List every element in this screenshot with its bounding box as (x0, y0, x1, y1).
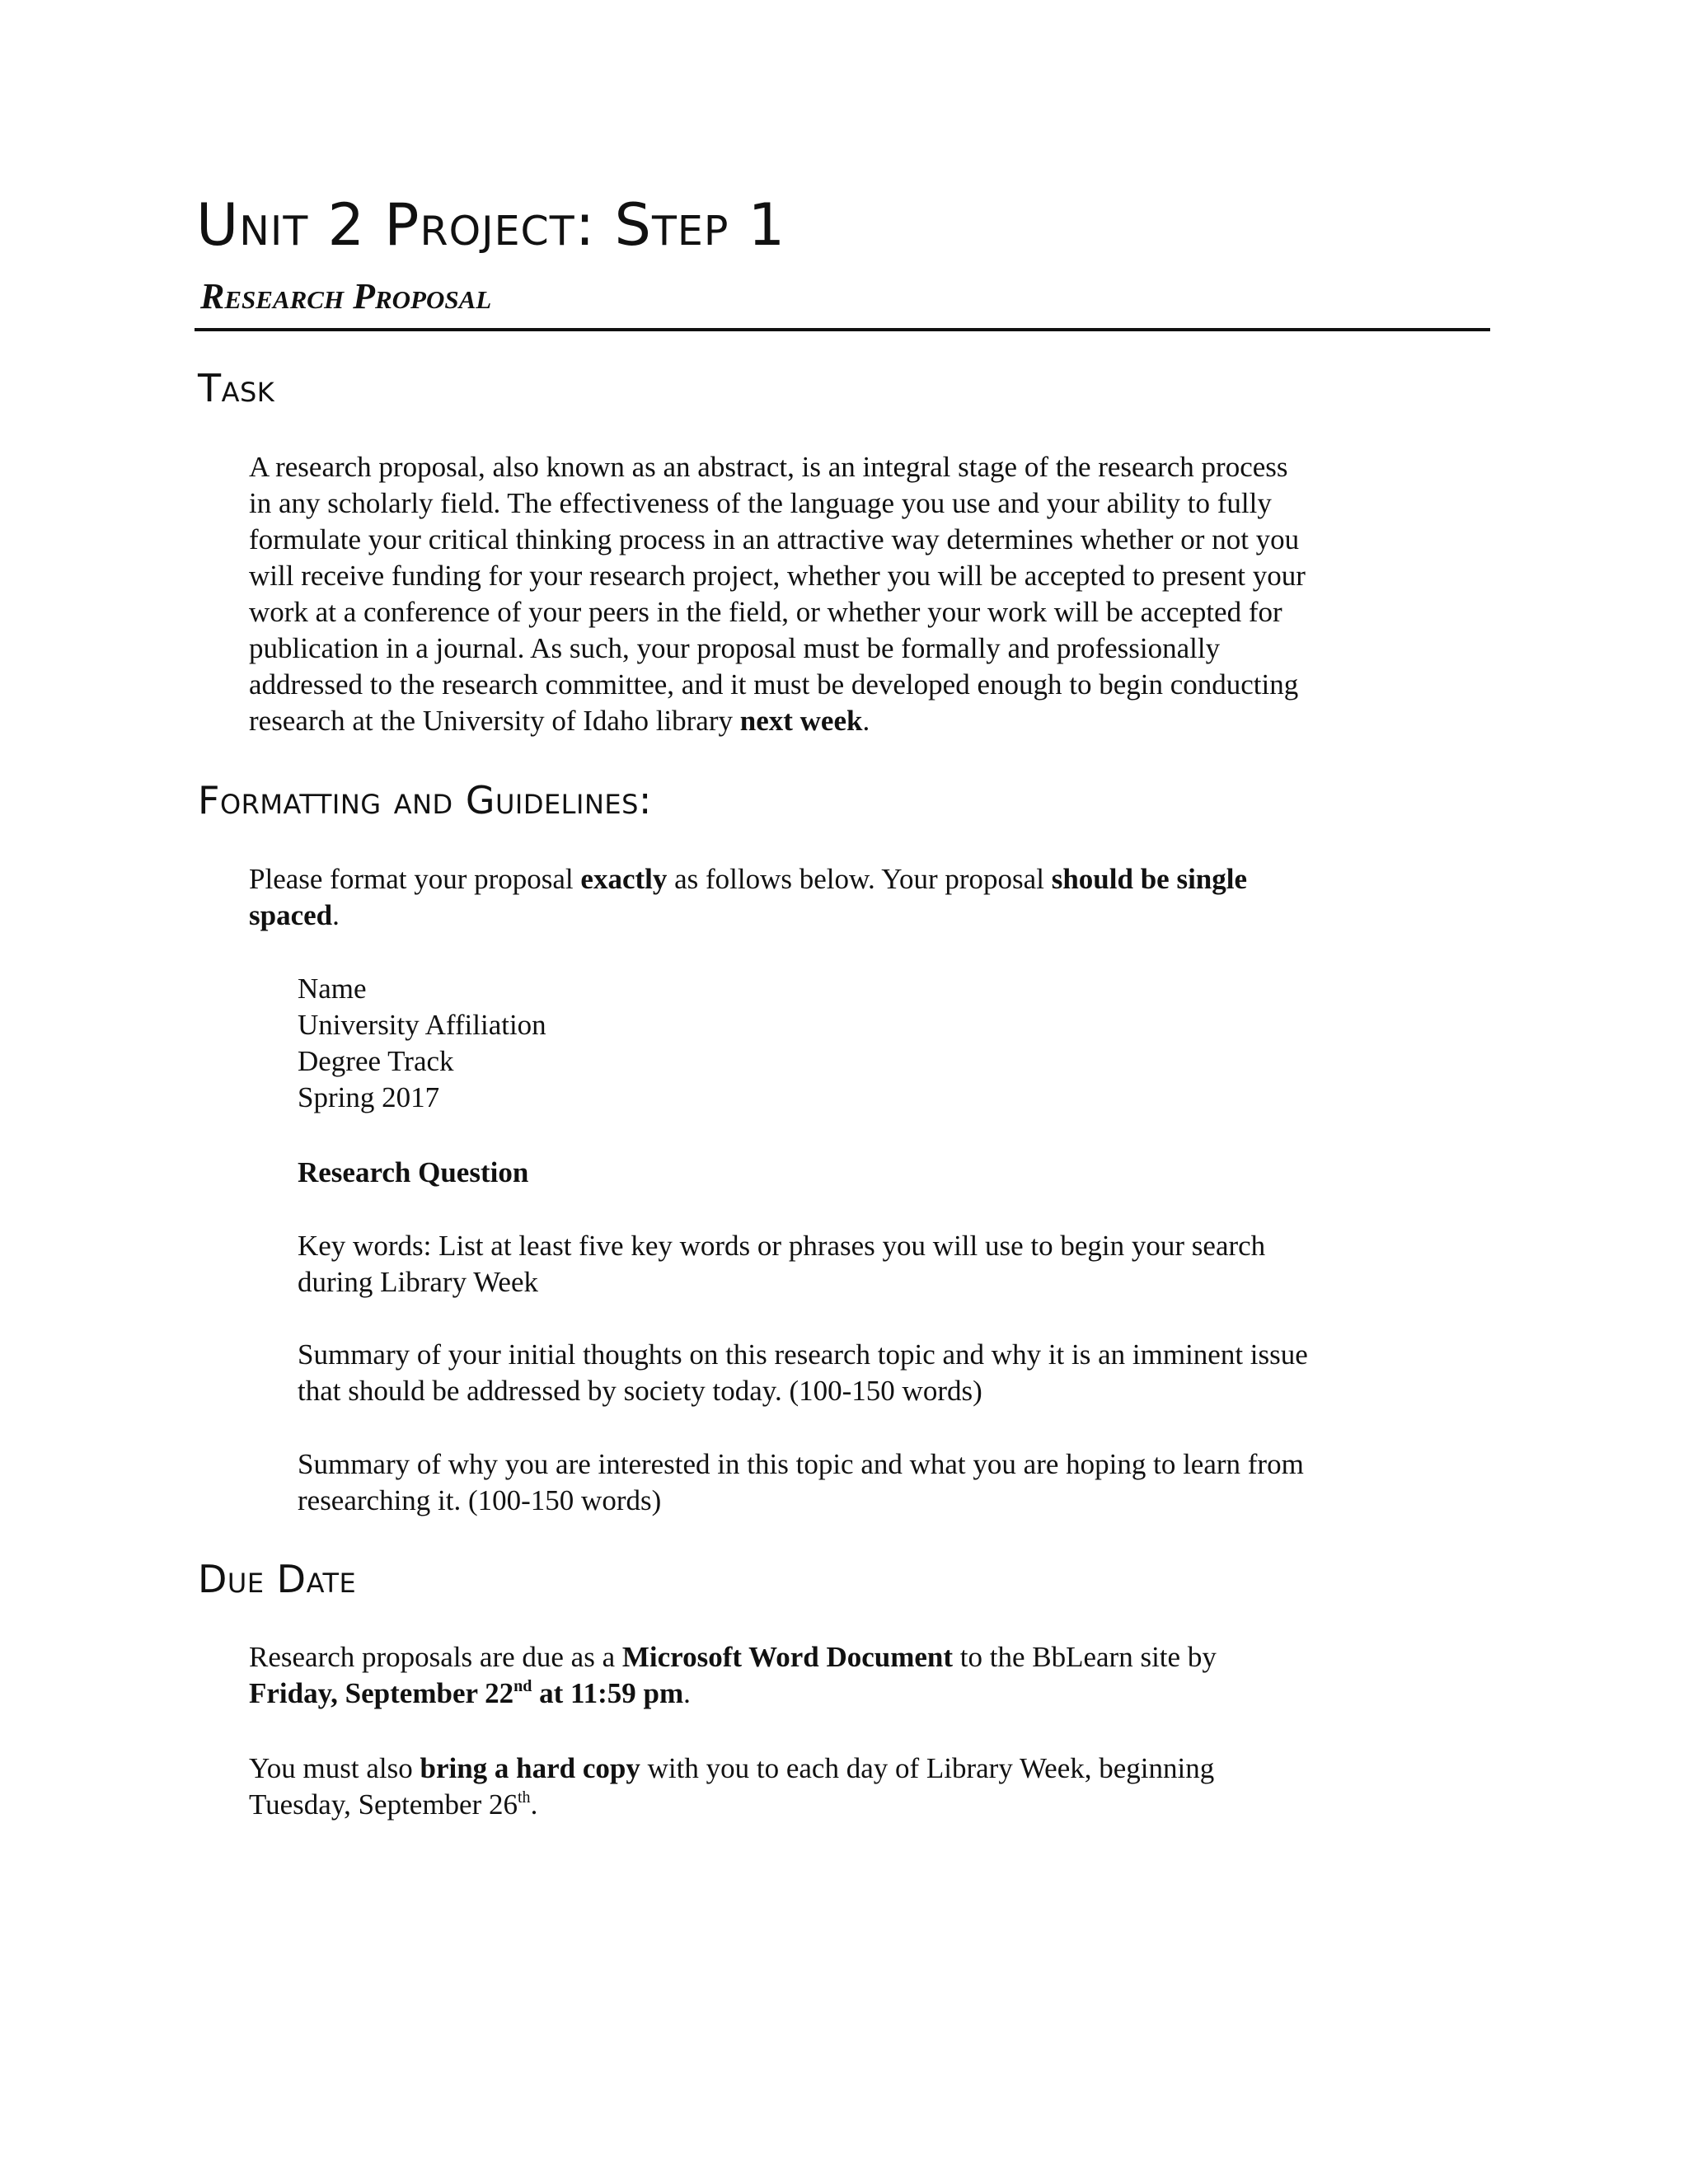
intro-text: . (332, 899, 340, 931)
intro-text: as follows below. Your proposal (667, 863, 1052, 895)
intro-emphasis: exactly (580, 863, 668, 895)
formatting-intro-line (249, 861, 1247, 898)
key-words-line: during Library Week (298, 1266, 538, 1298)
task-heading: Task (198, 366, 275, 410)
due-date-paragraph (249, 1639, 1217, 1712)
formatting-intro-line (249, 898, 1247, 934)
due-emphasis: at 11:59 pm (532, 1677, 684, 1709)
formatting-intro (249, 861, 1247, 934)
task-line: work at a conference of your peers in the field, or whether your work will be accepted for (249, 596, 1282, 628)
key-words-line: Key words: List at least five key words or phrases you will use to begin your search (298, 1230, 1266, 1262)
task-text: research at the University of Idaho library (249, 705, 740, 737)
task-text: . (862, 705, 870, 737)
summary-topic-line: that should be addressed by society today. (100-150 words) (298, 1375, 982, 1407)
due-superscript: nd (513, 1677, 532, 1695)
due-emphasis: Friday, September 22 (249, 1677, 514, 1709)
hard-copy-text: You must also (249, 1752, 420, 1784)
research-question-label (298, 1155, 528, 1191)
due-date-line (249, 1675, 1217, 1712)
due-date-line (249, 1639, 1217, 1675)
field-affiliation: University Affiliation (298, 1009, 546, 1041)
summary-interest-item (298, 1446, 1304, 1519)
hard-copy-superscript: th (518, 1788, 531, 1807)
due-text: . (683, 1677, 691, 1709)
summary-interest-line: Summary of why you are interested in this topic and what you are hoping to learn from (298, 1448, 1304, 1480)
due-text: to the BbLearn site by (953, 1641, 1217, 1673)
formatting-heading: Formatting and Guidelines: (198, 778, 652, 823)
hard-copy-line (249, 1750, 1214, 1787)
document-title: Unit 2 Project: Step 1 (196, 191, 786, 259)
hard-copy-text: with you to each day of Library Week, beginning (640, 1752, 1215, 1784)
summary-topic-item (298, 1337, 1308, 1409)
task-line: A research proposal, also known as an abstract, is an integral stage of the research process (249, 451, 1288, 483)
field-degree-track: Degree Track (298, 1045, 454, 1077)
field-name: Name (298, 972, 367, 1005)
intro-text: Please format your proposal (249, 863, 581, 895)
task-line: in any scholarly field. The effectiveness of the language you use and your ability to fully (249, 487, 1272, 519)
task-line: formulate your critical thinking process in an attractive way determines whether or not you (249, 523, 1300, 555)
intro-emphasis: spaced (249, 899, 333, 931)
task-line: publication in a journal. As such, your proposal must be formally and professionally (249, 632, 1221, 664)
task-paragraph (249, 449, 1306, 739)
hard-copy-line (249, 1787, 1214, 1823)
document-subtitle: Research Proposal (200, 276, 492, 316)
hard-copy-text: . (530, 1788, 538, 1821)
task-line: will receive funding for your research project, whether you will be accepted to present your (249, 560, 1306, 592)
hard-copy-text: Tuesday, September 26 (249, 1788, 518, 1821)
due-emphasis: Microsoft Word Document (621, 1641, 954, 1673)
hard-copy-paragraph (249, 1750, 1214, 1823)
summary-interest-line: researching it. (100-150 words) (298, 1484, 662, 1516)
key-words-item (298, 1228, 1265, 1301)
intro-emphasis: should be single (1051, 863, 1248, 895)
due-text: Research proposals are due as a (249, 1641, 622, 1673)
research-question-text: Research Question (298, 1156, 529, 1188)
task-line-last (249, 703, 1306, 739)
hard-copy-emphasis: bring a hard copy (420, 1752, 640, 1784)
summary-topic-line: Summary of your initial thoughts on this research topic and why it is an imminent issue (298, 1338, 1308, 1371)
task-line: addressed to the research committee, and it must be developed enough to begin conducting (249, 668, 1299, 701)
due-date-heading: Due Date (198, 1557, 357, 1601)
task-emphasis: next week (739, 705, 863, 737)
field-term: Spring 2017 (298, 1081, 440, 1113)
header-fields (298, 971, 546, 1116)
title-divider (195, 328, 1490, 331)
